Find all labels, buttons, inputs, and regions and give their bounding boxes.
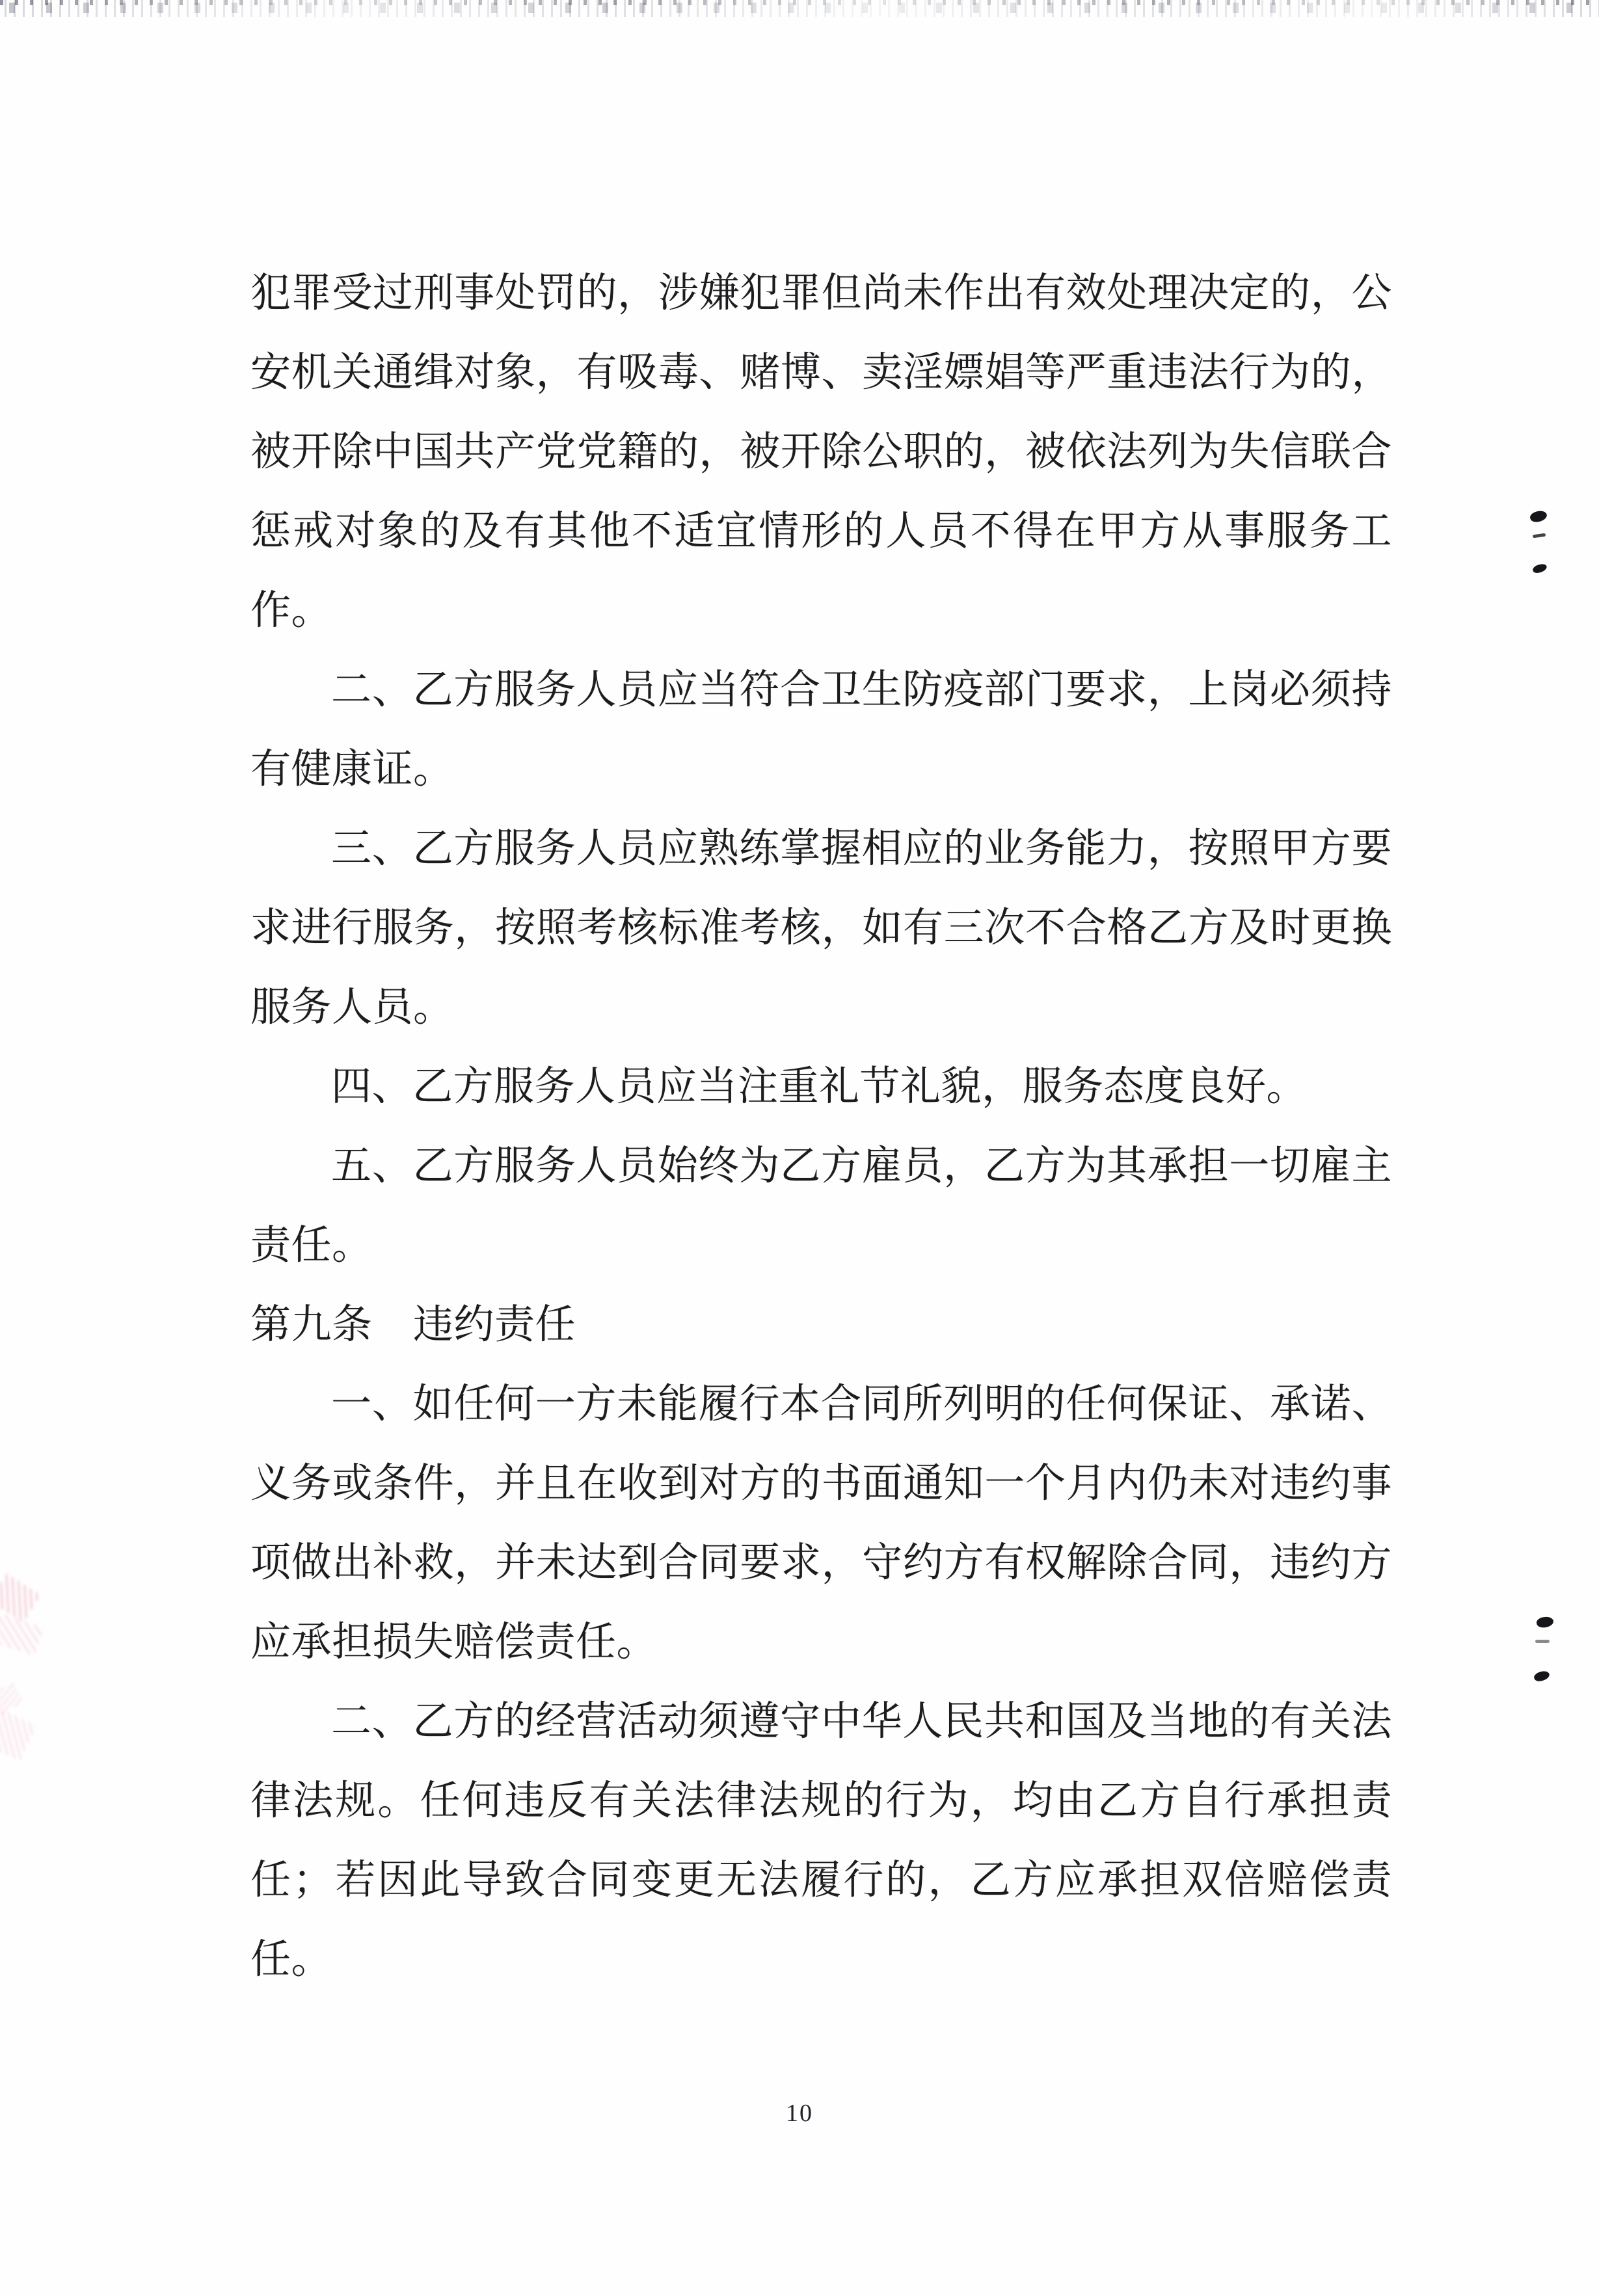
- scan-edge-noise: [0, 0, 1599, 20]
- stamp-bleed-mark: [0, 1573, 41, 1622]
- stamp-bleed-mark: [0, 1710, 36, 1761]
- paragraph-item-1: 一、如任何一方未能履行本合同所列明的任何保证、承诺、义务或条件，并且在收到对方的书面通知一个月内仍未对违约事项做出补救，并未达到合同要求，守约方有权解除合同，违约方应承担损失赔偿责任。: [250, 1382, 1392, 1664]
- ink-speck: [1535, 1640, 1550, 1643]
- paragraph-item-2: 二、乙方服务人员应当符合卫生防疫部门要求，上岗必须持有健康证。: [250, 668, 1392, 792]
- stamp-bleed-mark: [0, 1613, 44, 1656]
- ink-speck: [1536, 1616, 1554, 1629]
- stamp-bleed-mark: [0, 1682, 24, 1715]
- paragraph-item-2b: 二、乙方的经营活动须遵守中华人民共和国及当地的有关法律法规。任何违反有关法律法规的行为，均由乙方自行承担责任；若因此导致合同变更无法履行的，乙方应承担双倍赔偿责任。: [250, 1700, 1392, 1982]
- paragraph-continuation: 犯罪受过刑事处罚的，涉嫌犯罪但尚未作出有效处理决定的，公安机关通缉对象，有吸毒、赌博、卖淫嫖娼等严重违法行为的，被开除中国共产党党籍的，被开除公职的，被依法列为失信联合惩戒对象的及有其他不适宜情形的人员不得在甲方从事服务工作。: [250, 271, 1392, 633]
- paragraph-item-4: 四、乙方服务人员应当注重礼节礼貌，服务态度良好。: [331, 1065, 1308, 1109]
- page-footer: [0, 2100, 1599, 2127]
- paragraph-item-3: 三、乙方服务人员应熟练掌握相应的业务能力，按照甲方要求进行服务，按照考核标准考核，如有三次不合格乙方及时更换服务人员。: [250, 827, 1392, 1030]
- ink-speck: [1533, 533, 1546, 539]
- page-number: 10: [786, 2100, 813, 2127]
- clause-heading: 第九条 违约责任: [250, 1303, 576, 1347]
- ink-speck: [1529, 509, 1548, 524]
- paragraph-item-5: 五、乙方服务人员始终为乙方雇员，乙方为其承担一切雇主责任。: [250, 1144, 1392, 1268]
- ink-speck: [1533, 1670, 1550, 1683]
- contract-body: [250, 254, 1392, 1999]
- ink-speck: [1532, 563, 1548, 575]
